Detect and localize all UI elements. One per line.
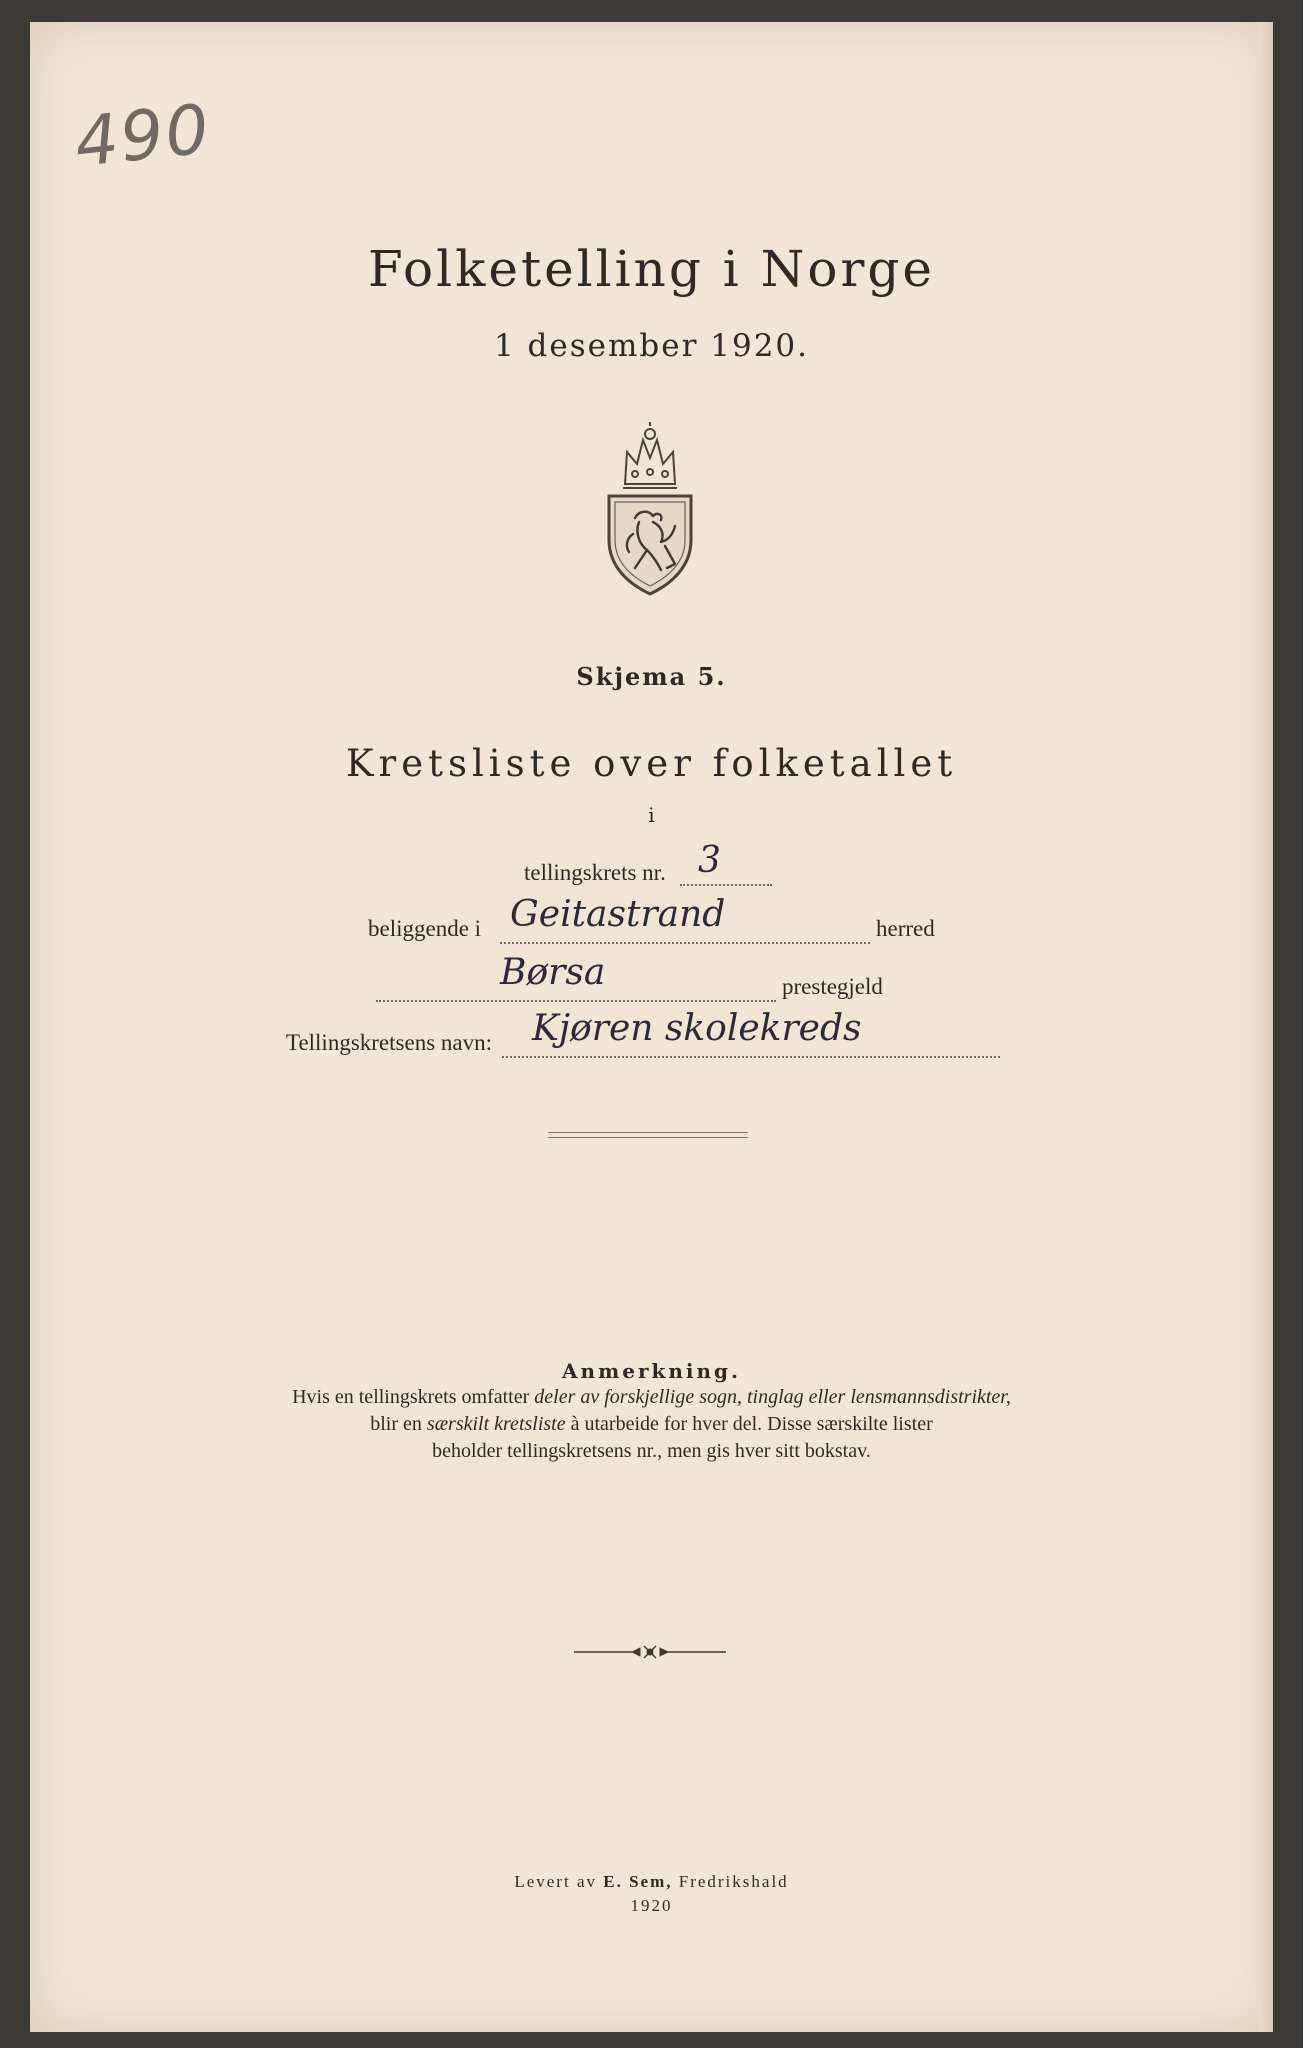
decorative-divider-icon bbox=[570, 1642, 730, 1662]
tellingskrets-dotted-line bbox=[680, 884, 772, 886]
tellingskrets-name-field[interactable]: Kjøren skolekreds bbox=[532, 1008, 862, 1049]
census-form-page bbox=[30, 22, 1273, 2032]
beliggende-dotted-line bbox=[500, 942, 870, 944]
prestegjeld-label: prestegjeld bbox=[782, 974, 883, 999]
navn-dotted-line bbox=[502, 1056, 1000, 1058]
herred-label: herred bbox=[876, 916, 935, 941]
prestegjeld-dotted-line bbox=[376, 1000, 776, 1002]
schema-number: Skjema 5. bbox=[576, 662, 727, 691]
note-title: Anmerkning. bbox=[562, 1359, 741, 1383]
navn-label: Tellingskretsens navn: bbox=[286, 1030, 492, 1055]
document-title: Folketelling i Norge bbox=[368, 240, 935, 298]
divider-rule-bottom bbox=[548, 1137, 748, 1138]
beliggende-label: beliggende i bbox=[368, 916, 482, 941]
divider-rule-top bbox=[548, 1132, 748, 1133]
note-line-1: Hvis en tellingskrets omfatter deler av forskjellige sogn, tinglag eller lensmannsdistrikter, bbox=[292, 1386, 1011, 1408]
note-line-3: beholder tellingskretsens nr., men gis hver sitt bokstav. bbox=[432, 1440, 871, 1462]
herred-field[interactable]: Geitastrand bbox=[510, 894, 726, 935]
printer-year: 1920 bbox=[630, 1896, 673, 1915]
norwegian-coat-of-arms-icon bbox=[595, 422, 705, 597]
page-edge bbox=[1259, 22, 1273, 2032]
tellingskrets-number-field[interactable]: 3 bbox=[698, 840, 721, 881]
note-line-2: blir en særskilt kretsliste à utarbeide for hver del. Disse særskilte lister bbox=[370, 1413, 933, 1435]
tellingskrets-label: tellingskrets nr. bbox=[524, 860, 666, 885]
prestegjeld-field[interactable]: Børsa bbox=[500, 952, 606, 993]
connector-word: i bbox=[648, 803, 655, 827]
document-date: 1 desember 1920. bbox=[493, 328, 810, 364]
list-heading: Kretsliste over folketallet bbox=[345, 742, 958, 785]
handwritten-page-number: 490 bbox=[71, 90, 215, 183]
printer-credit: Levert av E. Sem, Fredrikshald bbox=[514, 1872, 789, 1891]
